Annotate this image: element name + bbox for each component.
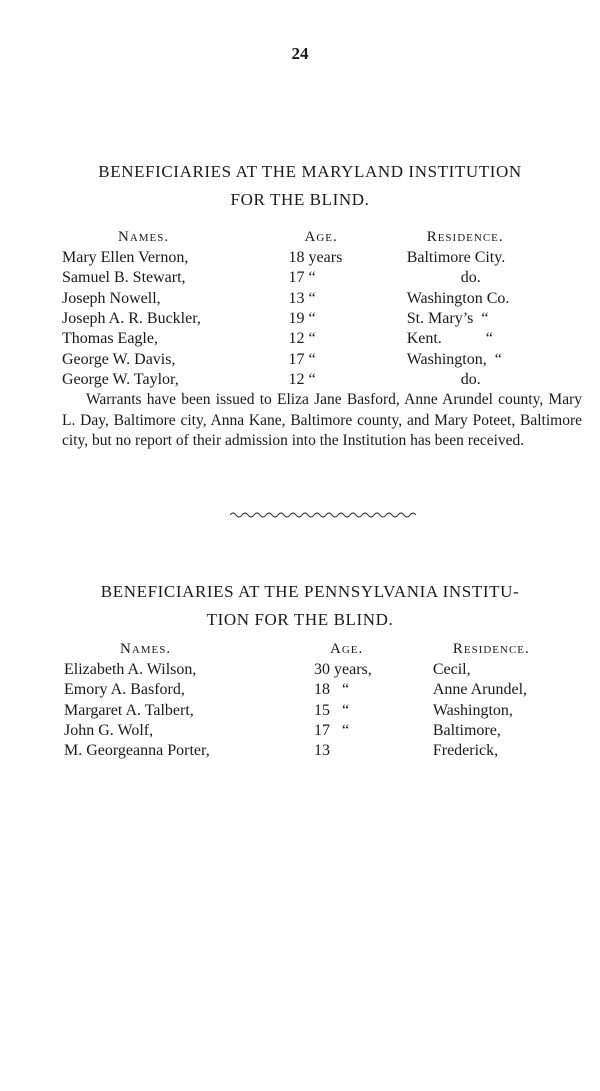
- residence-cell: St. Mary’s “: [406, 310, 489, 328]
- section-title-line-1: BENEFICIARIES AT THE MARYLAND INSTITUTION: [98, 162, 522, 181]
- residence-cell: Kent. “: [406, 330, 493, 348]
- name-cell: Thomas Eagle,: [62, 330, 158, 348]
- section-title: [0, 578, 600, 634]
- name-cell: Margaret A. Talbert,: [64, 701, 194, 719]
- age-column-header: Age.: [304, 229, 338, 245]
- section-title-line-1: BENEFICIARIES AT THE PENNSYLVANIA INSTITU-: [100, 582, 520, 601]
- age-cell: 13: [313, 742, 330, 760]
- residence-cell: Washington, “: [406, 350, 502, 368]
- name-cell: Emory A. Basford,: [64, 681, 185, 699]
- residence-cell: Baltimore City.: [406, 249, 506, 267]
- page-number: 24: [291, 44, 309, 63]
- table-row: [62, 329, 572, 349]
- warrants-note: Warrants have been issued to Eliza Jane Basford, Anne Arundel county, Mary L. Day, Baltimore city, Anna Kane, Baltimore county, and Mary Poteet, Baltimore city, but no report of their admission into the Institution has been received.: [62, 391, 582, 449]
- name-cell: Elizabeth A. Wilson,: [64, 661, 197, 679]
- age-cell: 15 “: [313, 701, 350, 719]
- maryland-section: [0, 158, 600, 214]
- residence-cell: Washington,: [432, 701, 513, 719]
- table-row: [64, 701, 574, 721]
- maryland-roster-table: [62, 226, 572, 390]
- age-cell: 13 “: [288, 289, 316, 307]
- age-cell: 17 “: [288, 269, 316, 287]
- name-cell: George W. Davis,: [62, 350, 176, 368]
- names-column-header: Names.: [120, 641, 172, 657]
- table-row: [62, 349, 572, 369]
- pennsylvania-roster-table: [64, 638, 574, 761]
- table-row: [62, 370, 572, 390]
- age-cell: 12 “: [288, 370, 316, 388]
- wavy-divider: [230, 510, 416, 520]
- age-cell: 18 “: [313, 681, 350, 699]
- table-row: [64, 660, 574, 680]
- age-cell: 30 years,: [313, 661, 372, 679]
- table-header-row: [62, 226, 572, 248]
- age-cell: 19 “: [288, 310, 316, 328]
- name-cell: Samuel B. Stewart,: [62, 269, 186, 287]
- name-cell: John G. Wolf,: [64, 722, 154, 740]
- section-title-line-2: FOR THE BLIND.: [230, 190, 370, 209]
- residence-column-header: Residence.: [426, 229, 504, 245]
- age-cell: 17 “: [288, 350, 316, 368]
- age-cell: 18 years: [288, 249, 343, 267]
- name-cell: Joseph Nowell,: [62, 289, 161, 307]
- name-cell: Mary Ellen Vernon,: [62, 249, 189, 267]
- section-title-line-2: TION FOR THE BLIND.: [206, 610, 394, 629]
- table-row: [62, 268, 572, 288]
- pennsylvania-section: [0, 578, 600, 634]
- residence-cell: Cecil,: [432, 661, 471, 679]
- residence-cell: Baltimore,: [432, 722, 501, 740]
- table-header-row: [64, 638, 574, 660]
- age-cell: 12 “: [288, 330, 316, 348]
- residence-cell: Frederick,: [432, 742, 499, 760]
- names-column-header: Names.: [118, 229, 170, 245]
- name-cell: Joseph A. R. Buckler,: [62, 310, 201, 328]
- table-row: [62, 289, 572, 309]
- name-cell: M. Georgeanna Porter,: [64, 742, 210, 760]
- table-row: [64, 721, 574, 741]
- table-row: [64, 741, 574, 761]
- age-cell: 17 “: [313, 722, 350, 740]
- name-cell: George W. Taylor,: [62, 370, 179, 388]
- residence-cell: do.: [460, 370, 481, 388]
- residence-column-header: Residence.: [452, 641, 530, 657]
- residence-cell: do.: [460, 269, 481, 287]
- table-row: [62, 248, 572, 268]
- table-row: [64, 680, 574, 700]
- residence-cell: Anne Arundel,: [432, 681, 528, 699]
- section-title: [0, 158, 600, 214]
- table-row: [62, 309, 572, 329]
- age-column-header: Age.: [329, 641, 364, 657]
- residence-cell: Washington Co.: [406, 289, 510, 307]
